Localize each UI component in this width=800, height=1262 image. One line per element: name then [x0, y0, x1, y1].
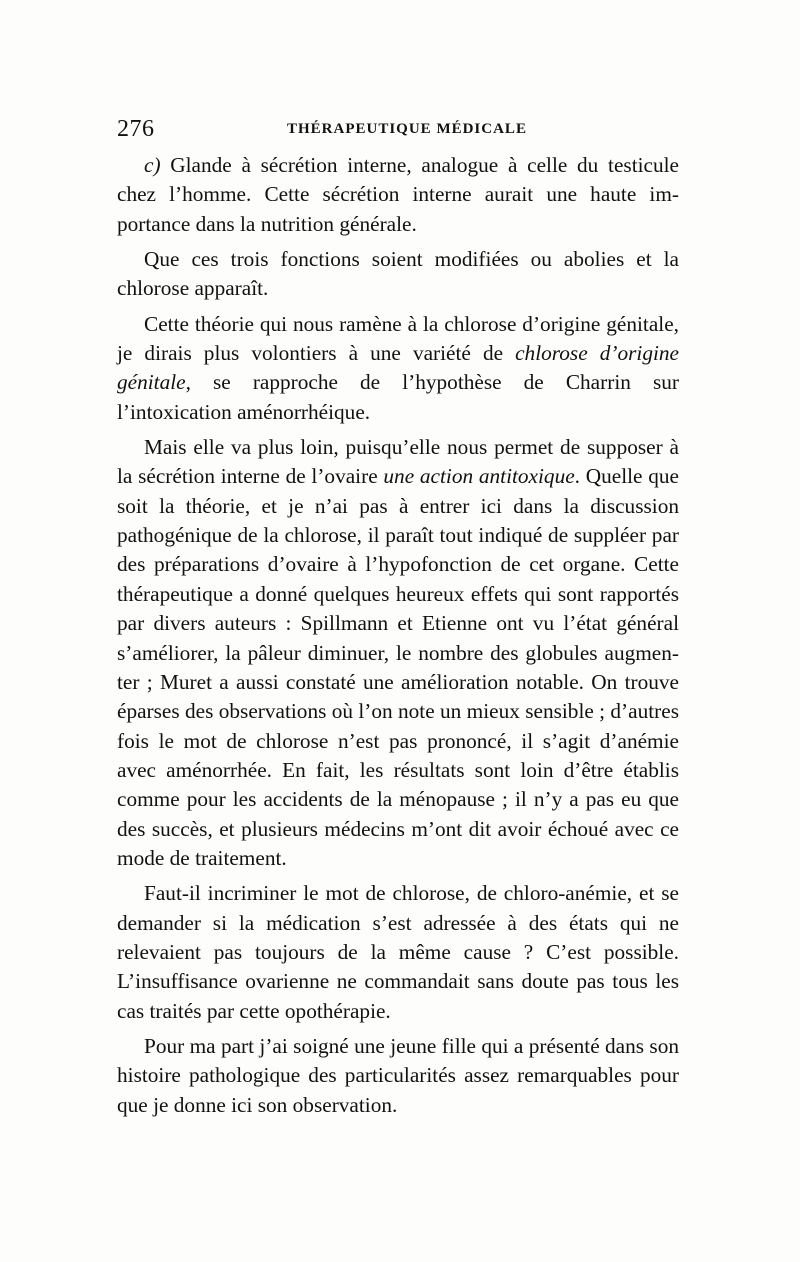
text-span: Cette théorie qui nous ramène à la chlorose d’origine génitale, je dirais plus volontiers à une variété de: [117, 311, 679, 366]
text-span: c): [144, 153, 161, 177]
text-span: Glande à sécrétion interne, analogue à celle du testicule chez l’homme. Cette sécrétion interne aurait une haute importance dans la nutrition générale.: [117, 153, 679, 236]
paragraph: [117, 1032, 679, 1120]
text-span: Pour ma part j’ai soigné une jeune fille qui a présenté dans son histoire pathologique des particularités assez remarquables pour que je donne ici son observation.: [117, 1033, 679, 1117]
paragraph: [117, 433, 679, 873]
running-head: THÉRAPEUTIQUE MÉDICALE: [287, 121, 527, 137]
body-text: [117, 151, 679, 1126]
text-span-italic: chlorose d’origine génitale: [117, 341, 679, 395]
text-span: Que ces trois fonctions soient modifiées ou abolies et la chlorose apparaît.: [117, 247, 679, 301]
paragraph: [117, 151, 679, 239]
text-span-italic: une action antitoxique: [383, 464, 575, 489]
paragraph: [117, 879, 679, 1026]
page-header: [117, 116, 679, 146]
paragraph: [117, 310, 679, 427]
paragraph: [117, 245, 679, 304]
page-number: 276: [117, 116, 155, 142]
text-span: Faut-il incriminer le mot de chlorose, de chloro-anémie, et se demander si la médication s’est adressée à des états qui ne relevaient pas toujours de la même cause ? C’est possible. L’insuffisance ovarienne ne commandait sans doute pas tous les cas traités par cette opothérapie.: [117, 881, 679, 1023]
text-span: , se rapproche de l’hypothèse de Charrin sur l’intoxication aménorrhéique.: [117, 370, 679, 424]
text-span: Mais elle va plus loin, puisqu’elle nous permet de supposer à la sécrétion interne de l’ovaire: [117, 435, 679, 489]
text-span: . Quelle que soit la théorie, et je n’ai pas à entrer ici dans la discussion pathogénique de la chlorose, il paraît tout indiqué de suppléer par des préparations d’ovaire à l’hypofonction de cet organe. Cette thérapeutique a donné quelques heureux effets qui sont rapportés par divers auteurs : Spillmann et Etienne ont vu l’état général s’améliorer, la pâleur diminuer, le nombre des globules augmenter ; Muret a aussi constaté une amélioration notable. On trouve éparses des observations où l’on note un mieux sensible ; d’autres fois le mot de chlorose n’est pas prononcé, il s’agit d’anémie avec aménorrhée. En fait, les résultats sont loin d’être établis comme pour les accidents de la ménopause ; il n’y a pas eu que des succès, et plusieurs médecins m’ont dit avoir échoué avec ce mode de traitement.: [117, 464, 679, 870]
